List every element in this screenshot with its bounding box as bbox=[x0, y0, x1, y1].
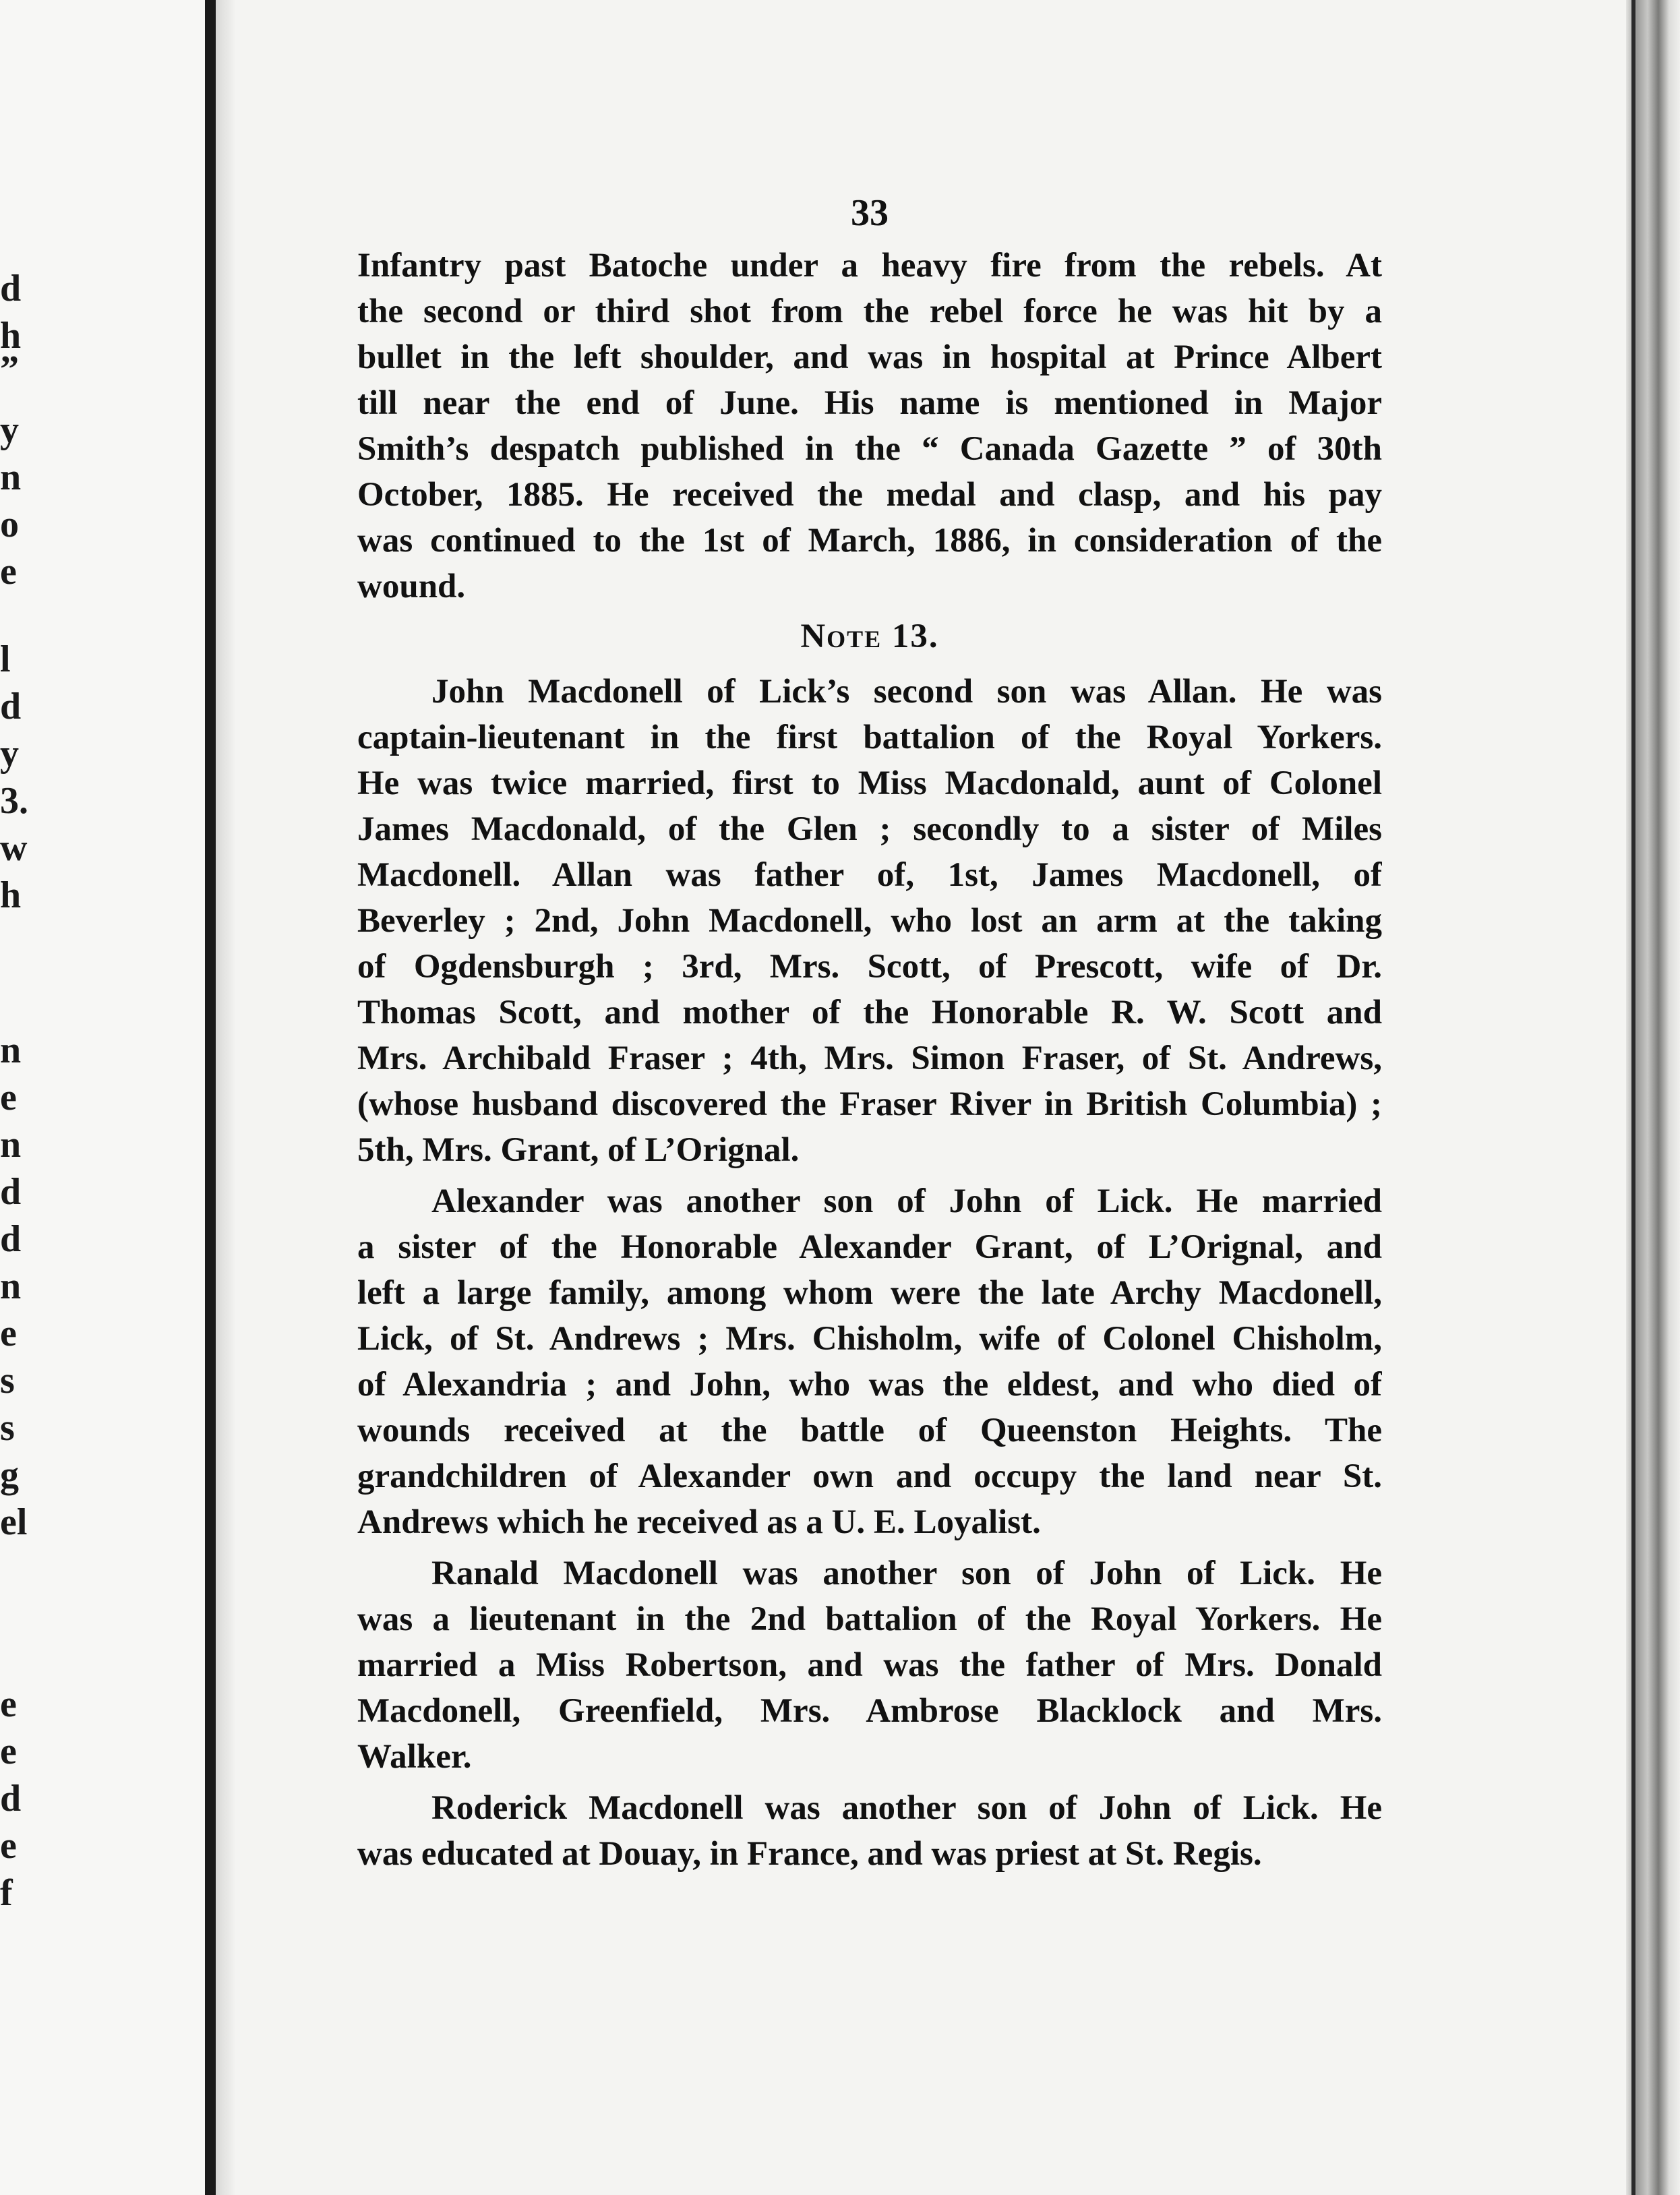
facing-page-letter: e bbox=[0, 1683, 17, 1725]
text-line: married a Miss Robertson, and was the father of Mrs. Donald bbox=[357, 1646, 1382, 1684]
facing-page-letter: s bbox=[0, 1407, 15, 1449]
paragraph-gap bbox=[357, 1545, 1382, 1551]
facing-page-letter: d bbox=[0, 1778, 22, 1820]
facing-page-letter: d bbox=[0, 1171, 22, 1213]
facing-page-strip bbox=[0, 0, 208, 2195]
facing-page-letter: n bbox=[0, 1265, 22, 1307]
paragraph-gap bbox=[357, 1780, 1382, 1785]
facing-page-letter: f bbox=[0, 1872, 13, 1914]
facing-page-letter: y bbox=[0, 733, 19, 775]
facing-page-letter: w bbox=[0, 827, 28, 869]
text-line: Infantry past Batoche under a heavy fire from the rebels. At bbox=[357, 247, 1382, 284]
page-text bbox=[357, 243, 1382, 1877]
text-line: was a lieutenant in the 2nd battalion of the Royal Yorkers. He bbox=[357, 1600, 1382, 1638]
facing-page-letter: e bbox=[0, 551, 17, 593]
book-gutter bbox=[205, 0, 216, 2195]
facing-page-letter: e bbox=[0, 1077, 17, 1118]
text-line: Alexander was another son of John of Lick. He married bbox=[431, 1182, 1382, 1220]
facing-page-letter: el bbox=[0, 1501, 28, 1543]
text-line: Roderick Macdonell was another son of John of Lick. He bbox=[431, 1789, 1382, 1827]
text-line: till near the end of June. His name is mentioned in Major bbox=[357, 384, 1382, 422]
facing-page-letter: l bbox=[0, 638, 11, 680]
text-line: Lick, of St. Andrews ; Mrs. Chisholm, wife of Colonel Chisholm, bbox=[357, 1320, 1382, 1358]
text-line: He was twice married, first to Miss Macdonald, aunt of Colonel bbox=[357, 764, 1382, 802]
text-line: Macdonell. Allan was father of, 1st, James Macdonell, of bbox=[357, 856, 1382, 894]
text-line: a sister of the Honorable Alexander Grant, of L’Orignal, and bbox=[357, 1228, 1382, 1266]
facing-page-letter: h bbox=[0, 315, 22, 357]
text-line: James Macdonald, of the Glen ; secondly to a sister of Miles bbox=[357, 810, 1382, 848]
section-heading: Note 13. bbox=[800, 618, 939, 655]
facing-page-letter: y bbox=[0, 409, 19, 451]
facing-page-letter: 3. bbox=[0, 780, 28, 822]
facing-page-letter: d bbox=[0, 686, 22, 727]
text-line: 5th, Mrs. Grant, of L’Orignal. bbox=[357, 1131, 800, 1169]
text-line: was continued to the 1st of March, 1886, in consideration of the bbox=[357, 522, 1382, 560]
facing-page-letter: d bbox=[0, 1218, 22, 1260]
text-line: left a large family, among whom were the late Archy Macdonell, bbox=[357, 1274, 1382, 1312]
text-line: Smith’s despatch published in the “ Canada Gazette ” of 30th bbox=[357, 430, 1382, 468]
text-line: October, 1885. He received the medal and clasp, and his pay bbox=[357, 476, 1382, 514]
facing-page-letter: o bbox=[0, 504, 19, 545]
text-line: captain-lieutenant in the first battalion of the Royal Yorkers. bbox=[357, 719, 1382, 756]
text-line: grandchildren of Alexander own and occupy the land near St. bbox=[357, 1457, 1382, 1495]
text-line: Mrs. Archibald Fraser ; 4th, Mrs. Simon Fraser, of St. Andrews, bbox=[357, 1040, 1382, 1077]
text-line: Beverley ; 2nd, John Macdonell, who lost an arm at the taking bbox=[357, 902, 1382, 940]
facing-page-letter: ” bbox=[0, 349, 19, 390]
facing-page-letter: n bbox=[0, 1124, 22, 1166]
text-line: of Alexandria ; and John, who was the eldest, and who died of bbox=[357, 1366, 1382, 1404]
text-line: the second or third shot from the rebel force he was hit by a bbox=[357, 293, 1382, 330]
facing-page-letter: e bbox=[0, 1825, 17, 1867]
gutter-shadow bbox=[216, 0, 236, 2195]
text-line: wounds received at the battle of Queenston Heights. The bbox=[357, 1412, 1382, 1449]
facing-page-letter: s bbox=[0, 1360, 15, 1402]
text-line: wound. bbox=[357, 568, 466, 605]
text-line: Ranald Macdonell was another son of John of Lick. He bbox=[431, 1555, 1382, 1592]
facing-page-letter: n bbox=[0, 1029, 22, 1071]
text-line: Andrews which he received as a U. E. Loyalist. bbox=[357, 1503, 1041, 1541]
text-line: was educated at Douay, in France, and was priest at St. Regis. bbox=[357, 1835, 1262, 1873]
facing-page-letters bbox=[0, 0, 27, 2195]
facing-page-letter: e bbox=[0, 1313, 17, 1354]
paragraph-gap bbox=[357, 1173, 1382, 1178]
facing-page-letter: g bbox=[0, 1454, 19, 1496]
facing-page-letter: h bbox=[0, 874, 22, 916]
book-right-edge-line bbox=[1631, 0, 1636, 2195]
text-line: (whose husband discovered the Fraser River in British Columbia) ; bbox=[357, 1085, 1382, 1123]
text-line: of Ogdensburgh ; 3rd, Mrs. Scott, of Prescott, wife of Dr. bbox=[357, 948, 1382, 986]
facing-page-letter: n bbox=[0, 456, 22, 498]
page-number: 33 bbox=[851, 192, 889, 234]
text-line: Walker. bbox=[357, 1738, 472, 1776]
facing-page-letter: e bbox=[0, 1731, 17, 1772]
text-line: bullet in the left shoulder, and was in hospital at Prince Albert bbox=[357, 338, 1382, 376]
facing-page-letter: d bbox=[0, 268, 22, 309]
text-line: John Macdonell of Lick’s second son was Allan. He was bbox=[431, 673, 1382, 711]
text-line: Thomas Scott, and mother of the Honorable R. W. Scott and bbox=[357, 994, 1382, 1031]
text-line: Macdonell, Greenfield, Mrs. Ambrose Blacklock and Mrs. bbox=[357, 1692, 1382, 1730]
